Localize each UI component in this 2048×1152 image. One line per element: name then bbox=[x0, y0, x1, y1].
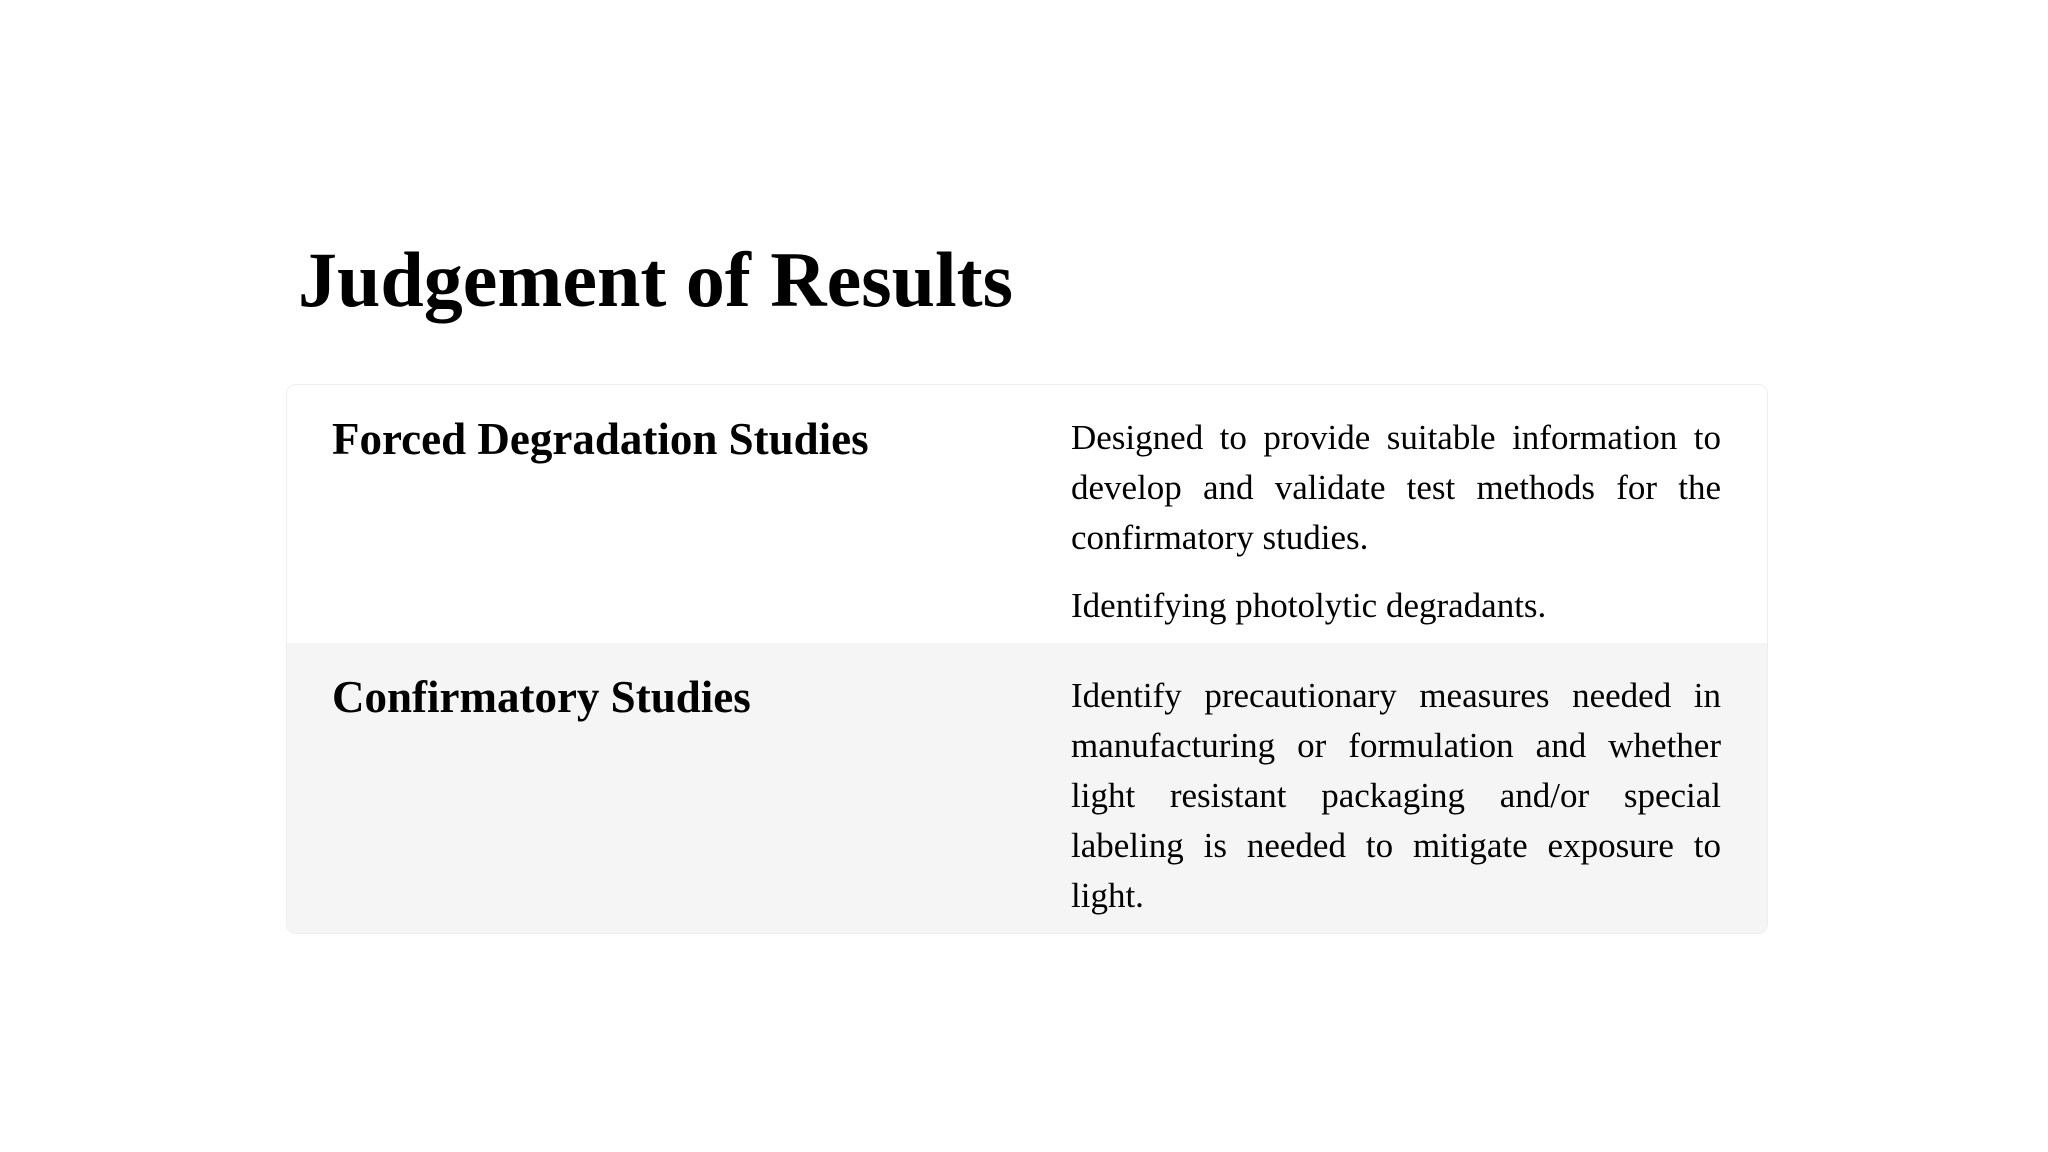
row-description bbox=[1071, 671, 1721, 934]
row-description-paragraph: Identify precautionary measures needed in manufacturing or formulation and whether light resistant packaging and/or special labeling is needed to mitigate exposure to light. bbox=[1071, 676, 1721, 915]
row-description-paragraph: Identifying photolytic degradants. bbox=[1071, 586, 1547, 625]
row-heading: Confirmatory Studies bbox=[332, 672, 751, 722]
row-description-paragraph: Designed to provide suitable information to develop and validate test methods for the confirmatory studies. bbox=[1071, 418, 1721, 557]
table-row-confirmatory bbox=[287, 643, 1767, 933]
row-heading: Forced Degradation Studies bbox=[332, 414, 869, 464]
row-description bbox=[1071, 413, 1721, 649]
table-row-forced-degradation bbox=[287, 385, 1767, 643]
slide-title: Judgement of Results bbox=[298, 236, 1013, 323]
results-table bbox=[286, 384, 1768, 934]
